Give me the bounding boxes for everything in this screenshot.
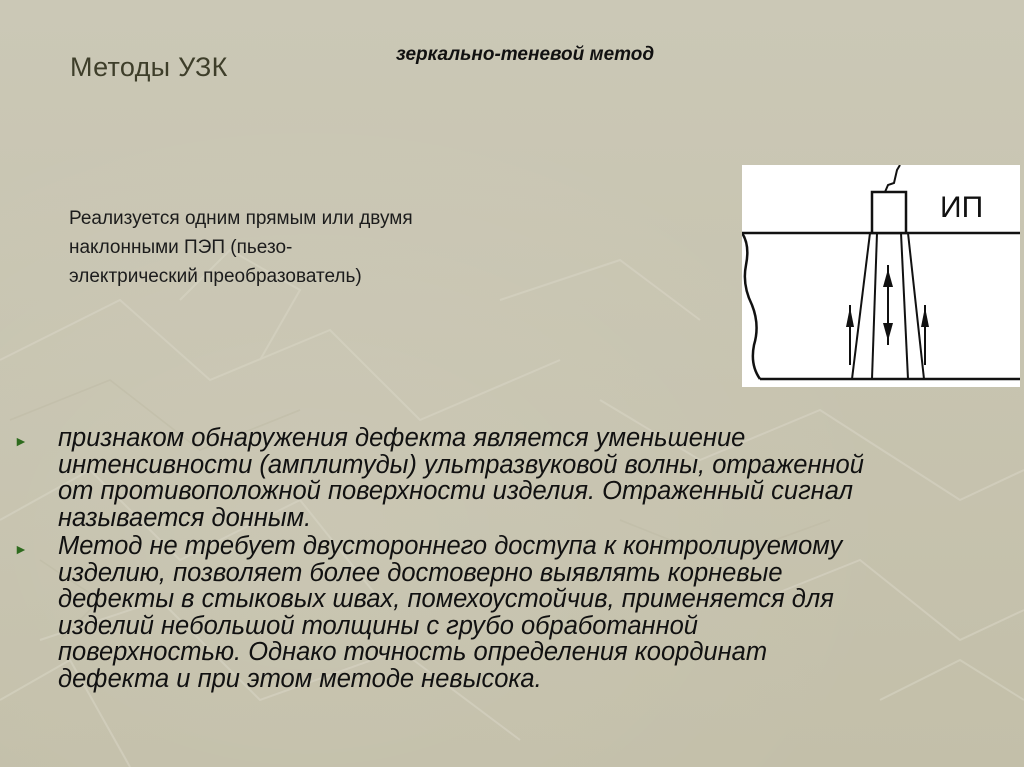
intro-line: Реализуется одним прямым или двумя: [69, 208, 413, 229]
diagram-label: ИП: [940, 191, 984, 224]
list-item: [14, 533, 974, 692]
transducer-box: [872, 192, 906, 233]
bullet-line: признаком обнаружения дефекта является уменьшение: [58, 424, 746, 452]
bullet-arrow-icon: ►: [14, 433, 28, 449]
cable-line: [885, 165, 900, 192]
page-title: Методы УЗК: [70, 52, 228, 82]
bullet-line: интенсивности (амплитуды) ультразвуковой волны, отраженной: [58, 450, 864, 479]
right-arrow-icon: [921, 307, 929, 327]
bullet-line: дефекты в стыковых швах, помехоустойчив, применяется для: [58, 585, 834, 613]
beam-right-inner: [901, 233, 908, 379]
bullet-line: изделий небольшой толщины с грубо обработанной: [58, 611, 698, 640]
bullet-text: [58, 425, 864, 531]
intro-line: наклонными ПЭП (пьезо-: [69, 237, 293, 258]
bullet-line: поверхностью. Однако точность определения координат: [58, 638, 768, 666]
bullet-list: [14, 425, 974, 694]
bullet-line: называется донным.: [58, 503, 312, 532]
bullet-line: дефекта и при этом методе невысока.: [58, 664, 542, 693]
intro-line: электрический преобразователь): [69, 266, 362, 287]
part-break-line: [742, 233, 760, 379]
transducer-diagram: [742, 165, 1020, 387]
bullet-text: [58, 533, 842, 692]
beam-right-outer: [908, 233, 924, 379]
left-arrow-icon: [846, 307, 854, 327]
bullet-line: от противоположной поверхности изделия. Отраженный сигнал: [58, 477, 853, 505]
transducer-diagram-svg: [742, 165, 1020, 387]
list-item: [14, 425, 974, 531]
bullet-line: Метод не требует двустороннего доступа к контролируемому: [58, 532, 843, 560]
beam-left-inner: [872, 233, 877, 379]
arrow-up-icon: [883, 269, 893, 287]
method-subtitle: зеркально-теневой метод: [396, 44, 655, 65]
intro-text: [69, 204, 499, 291]
beam-left-outer: [852, 233, 870, 379]
bullet-arrow-icon: ►: [14, 541, 28, 557]
arrow-down-icon: [883, 323, 893, 341]
bullet-line: изделию, позволяет более достоверно выявлять корневые: [58, 558, 783, 587]
